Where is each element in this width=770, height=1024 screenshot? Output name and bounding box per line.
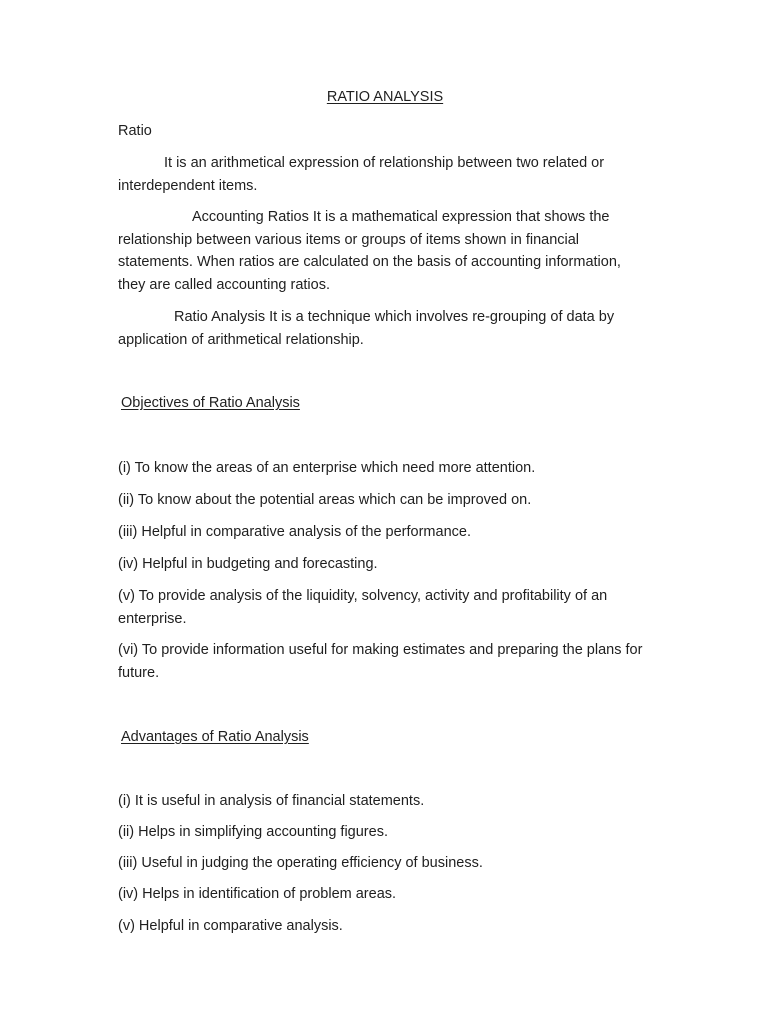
objectives-heading: Objectives of Ratio Analysis <box>121 395 300 411</box>
ratio-definition: It is an arithmetical expression of relationship between two related or interdependent items. <box>118 155 605 194</box>
objective-item: (i) To know the areas of an enterprise which need more attention. <box>118 460 536 476</box>
objective-item: (ii) To know about the potential areas which can be improved on. <box>118 492 532 508</box>
objective-item: (iii) Helpful in comparative analysis of the performance. <box>118 524 471 540</box>
ratio-analysis-paragraph: Ratio Analysis It is a technique which involves re-grouping of data by application of arithmetical relationship. <box>118 309 615 348</box>
advantage-item: (ii) Helps in simplifying accounting figures. <box>118 824 388 840</box>
objective-item: (vi) To provide information useful for making estimates and preparing the plans for future. <box>118 642 643 681</box>
objective-item: (v) To provide analysis of the liquidity, solvency, activity and profitability of an enterprise. <box>118 588 608 627</box>
advantage-item: (i) It is useful in analysis of financial statements. <box>118 793 425 809</box>
advantages-heading: Advantages of Ratio Analysis <box>121 729 309 745</box>
advantage-item: (iii) Useful in judging the operating efficiency of business. <box>118 855 483 871</box>
objective-item: (iv) Helpful in budgeting and forecasting. <box>118 556 378 572</box>
accounting-ratios-paragraph: Accounting Ratios It is a mathematical expression that shows the relationship between various items or groups of items shown in financial statements. When ratios are calculated on the basis of accounting information, they are called accounting ratios. <box>118 209 621 293</box>
advantage-item: (v) Helpful in comparative analysis. <box>118 918 343 934</box>
ratio-label: Ratio <box>118 123 152 139</box>
document-title: RATIO ANALYSIS <box>326 89 444 105</box>
advantage-item: (iv) Helps in identification of problem areas. <box>118 886 397 902</box>
